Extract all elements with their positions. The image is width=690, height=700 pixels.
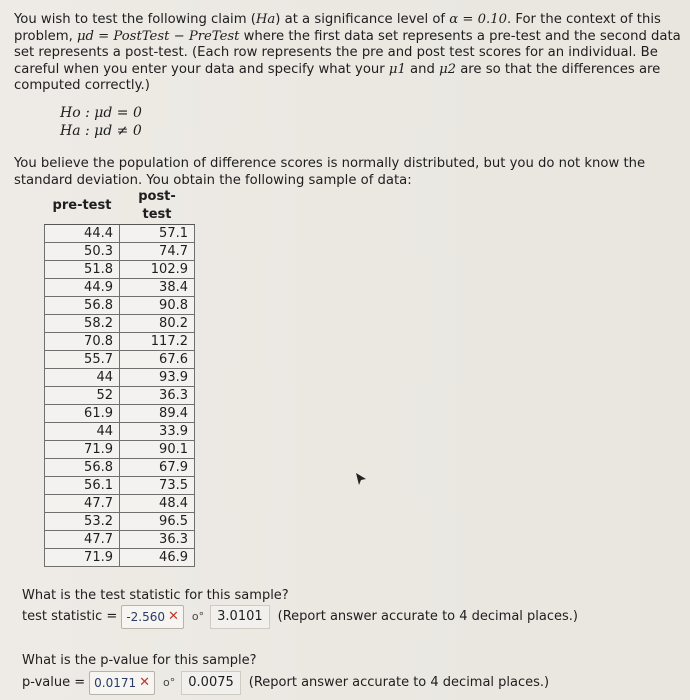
- pre-test-cell: 58.2: [45, 315, 120, 333]
- data-table: [44, 188, 195, 567]
- precision-note: (Report answer accurate to 4 decimal places.): [248, 675, 550, 690]
- post-test-cell: 57.1: [120, 225, 195, 243]
- table-row: [45, 441, 195, 459]
- table-row: [45, 279, 195, 297]
- question-test-statistic: What is the test statistic for this sample?: [22, 588, 289, 603]
- table-row: [45, 459, 195, 477]
- pre-test-cell: 47.7: [45, 531, 120, 549]
- table-row: [45, 405, 195, 423]
- mu2-symbol: μ2: [439, 61, 457, 77]
- table-header-row: [45, 188, 195, 225]
- pre-test-cell: 47.7: [45, 495, 120, 513]
- post-test-cell: 38.4: [120, 279, 195, 297]
- answer-row-test-statistic: [22, 605, 578, 629]
- table-row: [45, 531, 195, 549]
- post-test-cell: 96.5: [120, 513, 195, 531]
- pre-test-cell: 44.9: [45, 279, 120, 297]
- pre-test-cell: 56.1: [45, 477, 120, 495]
- pre-test-cell: 55.7: [45, 351, 120, 369]
- table-row: [45, 225, 195, 243]
- hypotheses: [60, 104, 142, 140]
- post-test-cell: 117.2: [120, 333, 195, 351]
- pre-test-cell: 61.9: [45, 405, 120, 423]
- header-post-test: post-test: [120, 188, 195, 225]
- post-test-cell: 36.3: [120, 531, 195, 549]
- table-row: [45, 243, 195, 261]
- incorrect-icon: ✕: [139, 675, 151, 690]
- pre-test-cell: 44: [45, 369, 120, 387]
- pre-test-cell: 50.3: [45, 243, 120, 261]
- problem-statement: You wish to test the following claim (Ha) at a significance level of α = 0.10. For the context of this problem, μd = PostTest − PreTest where the first data set represents a pre-test and the second data set represents a post-test. (Each row represents the pre and post test scores for an individual. Be careful when you enter your data and specify what your μ1 and μ2 are so that the differences are computed correctly.): [14, 12, 681, 94]
- answer-row-p-value: [22, 671, 549, 695]
- p-value-value: 0.0171: [94, 676, 137, 690]
- alpha-expression: α = 0.10: [449, 12, 507, 27]
- post-test-cell: 67.9: [120, 459, 195, 477]
- table-row: [45, 477, 195, 495]
- table-row: [45, 261, 195, 279]
- table-row: [45, 333, 195, 351]
- answer-key-icon[interactable]: o°: [163, 676, 176, 689]
- table-row: [45, 423, 195, 441]
- post-test-cell: 67.6: [120, 351, 195, 369]
- test-statistic-value: -2.560: [126, 610, 165, 624]
- header-pre-test: pre-test: [45, 188, 120, 225]
- alternative-hypothesis: Ha : μd ≠ 0: [60, 123, 142, 139]
- table-row: [45, 495, 195, 513]
- post-test-cell: 48.4: [120, 495, 195, 513]
- pre-test-cell: 44: [45, 423, 120, 441]
- post-test-cell: 74.7: [120, 243, 195, 261]
- pre-test-cell: 56.8: [45, 297, 120, 315]
- claim-symbol: Ha: [255, 12, 276, 27]
- question-p-value: What is the p-value for this sample?: [22, 653, 257, 668]
- table-row: [45, 513, 195, 531]
- post-test-cell: 90.1: [120, 441, 195, 459]
- pre-test-cell: 71.9: [45, 441, 120, 459]
- pre-test-cell: 53.2: [45, 513, 120, 531]
- pre-test-cell: 44.4: [45, 225, 120, 243]
- incorrect-icon: ✕: [168, 609, 179, 624]
- post-test-cell: 90.8: [120, 297, 195, 315]
- test-statistic-input[interactable]: [121, 605, 184, 629]
- table-row: [45, 549, 195, 567]
- sample-intro: You believe the population of difference scores is normally distributed, but you do not know the standard deviation. You obtain the following sample of data:: [14, 156, 646, 188]
- pre-test-cell: 52: [45, 387, 120, 405]
- pre-test-cell: 51.8: [45, 261, 120, 279]
- post-test-cell: 89.4: [120, 405, 195, 423]
- table-row: [45, 351, 195, 369]
- pre-test-cell: 71.9: [45, 549, 120, 567]
- table-row: [45, 297, 195, 315]
- post-test-cell: 73.5: [120, 477, 195, 495]
- precision-note: (Report answer accurate to 4 decimal places.): [277, 609, 578, 624]
- post-test-cell: 102.9: [120, 261, 195, 279]
- post-test-cell: 80.2: [120, 315, 195, 333]
- table-row: [45, 315, 195, 333]
- null-hypothesis: Ho : μd = 0: [60, 105, 142, 121]
- pre-test-cell: 56.8: [45, 459, 120, 477]
- table-row: [45, 369, 195, 387]
- post-test-cell: 36.3: [120, 387, 195, 405]
- p-value-label: p-value =: [22, 675, 86, 690]
- post-test-cell: 93.9: [120, 369, 195, 387]
- answer-key-icon[interactable]: o°: [191, 610, 205, 623]
- mu1-symbol: μ1: [388, 61, 406, 77]
- pre-test-cell: 70.8: [45, 333, 120, 351]
- table-row: [45, 387, 195, 405]
- correct-answer-p-value: 0.0075: [181, 671, 241, 695]
- p-value-input[interactable]: [89, 671, 155, 695]
- correct-answer-test-statistic: 3.0101: [210, 605, 270, 629]
- mu-d-definition: μd = PostTest − PreTest: [76, 28, 240, 44]
- table-body: [45, 225, 195, 567]
- post-test-cell: 46.9: [120, 549, 195, 567]
- test-statistic-label: test statistic =: [22, 609, 118, 624]
- post-test-cell: 33.9: [120, 423, 195, 441]
- mouse-cursor-icon: [354, 472, 368, 486]
